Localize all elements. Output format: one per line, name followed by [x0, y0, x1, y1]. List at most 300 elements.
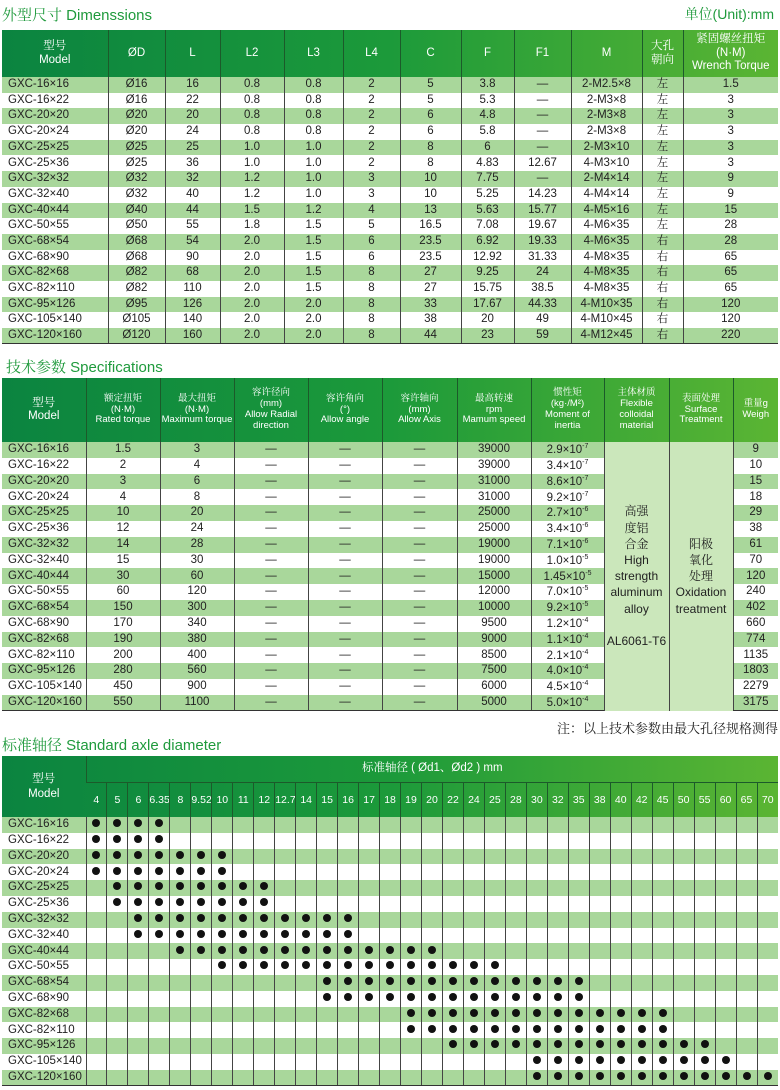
diameter-cell: [254, 880, 275, 896]
diameter-cell: [442, 849, 463, 865]
table-cell: 1.0: [220, 140, 284, 156]
diameter-cell: [568, 975, 589, 991]
diameter-cell: [484, 975, 505, 991]
table-cell: Ø20: [108, 108, 165, 124]
available-dot-icon: [596, 1009, 604, 1017]
diameter-cell: [715, 864, 736, 880]
table-cell: GXC-105×140: [2, 312, 108, 328]
table-cell: 27: [400, 281, 461, 297]
diameter-header: 18: [380, 782, 401, 817]
diameter-cell: [610, 896, 631, 912]
diameter-cell: [694, 943, 715, 959]
diameter-cell: [694, 975, 715, 991]
available-dot-icon: [344, 946, 352, 954]
diameter-cell: [442, 991, 463, 1007]
surface-cell: 阳极 氧化 处理 Oxidation treatment: [669, 442, 733, 711]
diameter-cell: [401, 991, 422, 1007]
table-cell: 右: [642, 265, 683, 281]
diameter-cell: [107, 959, 128, 975]
diameter-cell: [128, 849, 149, 865]
diameter-cell: [317, 1022, 338, 1038]
available-dot-icon: [155, 867, 163, 875]
diameter-cell: [359, 1070, 380, 1086]
table-cell: 9: [683, 171, 778, 187]
table-cell: 44: [165, 203, 220, 219]
diameter-cell: [317, 959, 338, 975]
diameter-cell: [505, 1054, 526, 1070]
table-cell: 4-M8×35: [571, 265, 642, 281]
diameter-cell: [401, 1007, 422, 1023]
diameter-cell: [212, 991, 233, 1007]
available-dot-icon: [323, 961, 331, 969]
table-cell: —: [308, 568, 382, 584]
diameter-cell: [568, 1054, 589, 1070]
available-dot-icon: [218, 946, 226, 954]
diameter-cell: [422, 943, 443, 959]
table-cell: 2.0: [284, 312, 343, 328]
diameter-cell: [317, 975, 338, 991]
table-cell: 31000: [457, 474, 531, 490]
table-row: [2, 896, 778, 912]
diameter-cell: [736, 833, 757, 849]
diameter-cell: [610, 943, 631, 959]
diameter-cell: [757, 975, 778, 991]
table-cell: 110: [165, 281, 220, 297]
column-header: L2: [220, 30, 284, 77]
diameter-header: 28: [505, 782, 526, 817]
table-cell: 2279: [733, 679, 778, 695]
diameter-cell: [589, 849, 610, 865]
diameter-cell: [505, 959, 526, 975]
diameter-cell: [589, 833, 610, 849]
diameter-cell: [526, 1070, 547, 1086]
table-cell: 左: [642, 124, 683, 140]
available-dot-icon: [344, 977, 352, 985]
table-cell: 1.0: [284, 171, 343, 187]
table-cell: 左: [642, 77, 683, 93]
table-row: [2, 991, 778, 1007]
diameter-cell: [631, 1022, 652, 1038]
table-cell: 3: [343, 187, 400, 203]
table-cell: 23: [461, 328, 514, 344]
diameter-cell: [694, 1054, 715, 1070]
available-dot-icon: [701, 1056, 709, 1064]
available-dot-icon: [680, 1040, 688, 1048]
diameter-cell: [254, 912, 275, 928]
diameter-cell: [128, 1007, 149, 1023]
table-cell: —: [382, 568, 457, 584]
diameter-cell: [526, 928, 547, 944]
diameter-cell: [254, 991, 275, 1007]
table-cell: 3: [86, 474, 160, 490]
table-cell: GXC-50×55: [2, 584, 86, 600]
available-dot-icon: [638, 1025, 646, 1033]
table-row: [2, 928, 778, 944]
available-dot-icon: [365, 961, 373, 969]
diameter-cell: [526, 833, 547, 849]
table-cell: GXC-20×20: [2, 474, 86, 490]
table-cell: 59: [514, 328, 571, 344]
inertia-exponent: -6: [582, 522, 589, 530]
diameter-header: 12.7: [275, 782, 296, 817]
diameter-cell: [484, 849, 505, 865]
available-dot-icon: [218, 914, 226, 922]
diameter-cell: [422, 1070, 443, 1086]
table-row: [2, 1054, 778, 1070]
diameter-header: 19: [401, 782, 422, 817]
column-header: F: [461, 30, 514, 77]
diameter-cell: [317, 864, 338, 880]
table-cell: 6000: [457, 679, 531, 695]
diameter-cell: [359, 912, 380, 928]
diameter-cell: [275, 817, 296, 833]
axle-title: 标准轴径 Standard axle diameter: [2, 737, 222, 754]
table-cell: 8500: [457, 647, 531, 663]
diameter-cell: [463, 896, 484, 912]
model-cell: GXC-25×25: [2, 880, 86, 896]
diameter-cell: [673, 1022, 694, 1038]
table-cell: 0.8: [220, 124, 284, 140]
table-cell: 14: [86, 537, 160, 553]
inertia-cell: [531, 600, 604, 616]
table-cell: 15: [683, 203, 778, 219]
table-row: [2, 77, 778, 93]
table-cell: 5: [343, 218, 400, 234]
diameter-cell: [149, 880, 170, 896]
available-dot-icon: [176, 946, 184, 954]
diameter-cell: [149, 896, 170, 912]
table-cell: 7.75: [461, 171, 514, 187]
available-dot-icon: [197, 946, 205, 954]
available-dot-icon: [260, 930, 268, 938]
table-cell: 6: [461, 140, 514, 156]
available-dot-icon: [470, 1009, 478, 1017]
diameter-header: 22: [442, 782, 463, 817]
table-cell: —: [308, 489, 382, 505]
diameter-cell: [191, 896, 212, 912]
available-dot-icon: [113, 898, 121, 906]
table-cell: 0.8: [284, 93, 343, 109]
available-dot-icon: [659, 1056, 667, 1064]
table-cell: Ø16: [108, 77, 165, 93]
table-cell: 40: [165, 187, 220, 203]
diameter-cell: [317, 817, 338, 833]
diameter-cell: [380, 880, 401, 896]
table-cell: 0.8: [284, 124, 343, 140]
inertia-exponent: -5: [582, 553, 589, 561]
model-cell: GXC-32×32: [2, 912, 86, 928]
diameter-cell: [296, 928, 317, 944]
available-dot-icon: [344, 930, 352, 938]
table-cell: —: [514, 124, 571, 140]
column-header: ØD: [108, 30, 165, 77]
column-header: 紧固螺丝扭矩 (N·M) Wrench Torque: [683, 30, 778, 77]
available-dot-icon: [512, 977, 520, 985]
inertia-base: 4.5×10: [546, 681, 583, 694]
diameter-cell: [715, 880, 736, 896]
table-cell: 24: [514, 265, 571, 281]
diameter-cell: [547, 1038, 568, 1054]
diameter-cell: [128, 959, 149, 975]
column-header-model: 型号 Model: [28, 772, 60, 800]
diameter-cell: [673, 1038, 694, 1054]
diameter-cell: [715, 1070, 736, 1086]
diameter-cell: [254, 959, 275, 975]
table-cell: 28: [683, 218, 778, 234]
diameter-cell: [610, 833, 631, 849]
diameter-cell: [170, 833, 191, 849]
diameter-cell: [526, 1022, 547, 1038]
diameter-cell: [212, 928, 233, 944]
diameter-cell: [442, 1070, 463, 1086]
table-cell: 8: [400, 140, 461, 156]
diameter-cell: [526, 864, 547, 880]
diameter-cell: [589, 1022, 610, 1038]
available-dot-icon: [176, 882, 184, 890]
diameter-cell: [694, 991, 715, 1007]
diameter-cell: [401, 880, 422, 896]
diameter-cell: [107, 817, 128, 833]
available-dot-icon: [638, 1072, 646, 1080]
diameter-cell: [401, 943, 422, 959]
diameter-cell: [547, 1070, 568, 1086]
diameter-cell: [610, 1022, 631, 1038]
inertia-exponent: -5: [582, 585, 589, 593]
table-cell: Ø16: [108, 93, 165, 109]
available-dot-icon: [407, 961, 415, 969]
available-dot-icon: [197, 851, 205, 859]
diameter-header: 40: [610, 782, 631, 817]
column-header-group: 标准轴径 ( Ød1、Ød2 ) mm: [86, 756, 778, 782]
table-cell: 15.75: [461, 281, 514, 297]
diameter-cell: [631, 991, 652, 1007]
table-cell: 402: [733, 600, 778, 616]
diameter-cell: [547, 959, 568, 975]
table-cell: 120: [733, 568, 778, 584]
table-row: [2, 187, 778, 203]
table-cell: 8: [343, 265, 400, 281]
diameter-cell: [673, 896, 694, 912]
diameter-cell: [338, 896, 359, 912]
table-cell: 4: [160, 458, 234, 474]
diameter-cell: [296, 1038, 317, 1054]
diameter-cell: [484, 864, 505, 880]
diameter-cell: [568, 991, 589, 1007]
diameter-cell: [652, 1070, 673, 1086]
table-cell: 2: [343, 155, 400, 171]
diameter-cell: [233, 943, 254, 959]
diameter-cell: [422, 1038, 443, 1054]
diameter-header: 10: [212, 782, 233, 817]
diameter-cell: [128, 896, 149, 912]
table-cell: 2.0: [284, 297, 343, 313]
table-cell: 4-M4×14: [571, 187, 642, 203]
table-cell: GXC-25×36: [2, 521, 86, 537]
diameter-cell: [317, 833, 338, 849]
diameter-cell: [442, 817, 463, 833]
diameter-cell: [149, 1054, 170, 1070]
table-cell: GXC-68×90: [2, 250, 108, 266]
available-dot-icon: [407, 1025, 415, 1033]
table-cell: 2.0: [220, 312, 284, 328]
diameter-cell: [547, 991, 568, 1007]
table-cell: 2-M3×8: [571, 108, 642, 124]
table-cell: 2-M3×10: [571, 140, 642, 156]
diameter-cell: [422, 833, 443, 849]
diameter-cell: [505, 864, 526, 880]
table-cell: —: [514, 77, 571, 93]
diameter-cell: [694, 1007, 715, 1023]
available-dot-icon: [239, 882, 247, 890]
diameter-cell: [170, 817, 191, 833]
table-cell: GXC-16×22: [2, 93, 108, 109]
table-cell: 55: [165, 218, 220, 234]
diameter-cell: [107, 1038, 128, 1054]
available-dot-icon: [302, 930, 310, 938]
available-dot-icon: [428, 993, 436, 1001]
table-cell: GXC-25×25: [2, 505, 86, 521]
table-cell: 560: [160, 663, 234, 679]
diameter-cell: [422, 1007, 443, 1023]
diameter-cell: [191, 1022, 212, 1038]
column-header: 型号 Model: [28, 396, 60, 422]
available-dot-icon: [428, 1009, 436, 1017]
diameter-cell: [631, 1054, 652, 1070]
diameter-cell: [610, 817, 631, 833]
table-cell: 1100: [160, 695, 234, 711]
diameter-cell: [233, 864, 254, 880]
table-cell: 25: [165, 140, 220, 156]
table-cell: Ø40: [108, 203, 165, 219]
diameter-cell: [254, 1070, 275, 1086]
diameter-cell: [736, 912, 757, 928]
available-dot-icon: [218, 898, 226, 906]
diameter-cell: [275, 1054, 296, 1070]
diameter-cell: [631, 943, 652, 959]
diameter-cell: [652, 1054, 673, 1070]
diameter-cell: [233, 849, 254, 865]
table-cell: 140: [165, 312, 220, 328]
diameter-cell: [631, 975, 652, 991]
diameter-cell: [694, 1038, 715, 1054]
available-dot-icon: [533, 993, 541, 1001]
diameter-cell: [338, 943, 359, 959]
diameter-header: 38: [589, 782, 610, 817]
axle-table: [2, 756, 778, 1086]
table-cell: GXC-20×24: [2, 124, 108, 140]
diameter-cell: [547, 943, 568, 959]
diameter-cell: [547, 1054, 568, 1070]
diameter-cell: [484, 1022, 505, 1038]
column-header: 额定扭矩 (N·M) Rated torque: [86, 378, 160, 442]
inertia-cell: [531, 537, 604, 553]
table-cell: 5.63: [461, 203, 514, 219]
diameter-cell: [736, 896, 757, 912]
table-cell: 3: [683, 93, 778, 109]
diameter-cell: [254, 1038, 275, 1054]
table-cell: —: [382, 537, 457, 553]
diameter-cell: [715, 849, 736, 865]
inertia-cell: [531, 489, 604, 505]
diameter-cell: [86, 864, 107, 880]
table-cell: 15000: [457, 568, 531, 584]
diameter-cell: [736, 1054, 757, 1070]
table-cell: —: [234, 584, 308, 600]
diameter-cell: [610, 880, 631, 896]
table-row: [2, 975, 778, 991]
diameter-cell: [317, 943, 338, 959]
diameter-cell: [296, 975, 317, 991]
column-header: 型号 Model: [39, 39, 71, 66]
diameter-header: 42: [631, 782, 652, 817]
table-cell: 5: [400, 93, 461, 109]
diameter-cell: [715, 896, 736, 912]
diameter-cell: [631, 896, 652, 912]
diameter-cell: [715, 912, 736, 928]
table-cell: —: [382, 600, 457, 616]
table-cell: 1.5: [284, 234, 343, 250]
table-cell: 右: [642, 281, 683, 297]
diameter-cell: [673, 864, 694, 880]
diameter-cell: [191, 943, 212, 959]
available-dot-icon: [323, 946, 331, 954]
specifications-table: [2, 378, 778, 711]
table-row: [2, 880, 778, 896]
available-dot-icon: [680, 1072, 688, 1080]
table-cell: 4: [86, 489, 160, 505]
table-row: [2, 218, 778, 234]
table-cell: 1.2: [220, 171, 284, 187]
table-cell: —: [308, 537, 382, 553]
diameter-cell: [233, 1054, 254, 1070]
diameter-cell: [401, 833, 422, 849]
model-cell: GXC-25×36: [2, 896, 86, 912]
diameter-header: 65: [736, 782, 757, 817]
diameter-cell: [715, 959, 736, 975]
available-dot-icon: [323, 977, 331, 985]
diameter-cell: [463, 943, 484, 959]
diameter-cell: [484, 896, 505, 912]
diameter-cell: [652, 959, 673, 975]
diameter-cell: [296, 912, 317, 928]
available-dot-icon: [260, 946, 268, 954]
table-cell: 6: [400, 108, 461, 124]
available-dot-icon: [554, 993, 562, 1001]
diameter-cell: [107, 943, 128, 959]
table-cell: 5: [400, 77, 461, 93]
table-cell: 5.8: [461, 124, 514, 140]
diameter-cell: [715, 928, 736, 944]
diameter-cell: [463, 912, 484, 928]
available-dot-icon: [386, 961, 394, 969]
diameter-cell: [338, 849, 359, 865]
available-dot-icon: [92, 835, 100, 843]
diameter-cell: [694, 896, 715, 912]
table-row: [2, 108, 778, 124]
table-cell: 9500: [457, 616, 531, 632]
diameter-cell: [317, 1070, 338, 1086]
table-cell: 20: [165, 108, 220, 124]
diameter-cell: [338, 991, 359, 1007]
material-cell: 高强 度铝 合金 High strength aluminum alloy AL6061-T6: [604, 442, 669, 711]
diameter-cell: [652, 912, 673, 928]
diameter-cell: [589, 864, 610, 880]
table-cell: 左: [642, 187, 683, 203]
diameter-cell: [694, 928, 715, 944]
available-dot-icon: [491, 961, 499, 969]
table-cell: 44: [400, 328, 461, 344]
table-cell: Ø32: [108, 171, 165, 187]
